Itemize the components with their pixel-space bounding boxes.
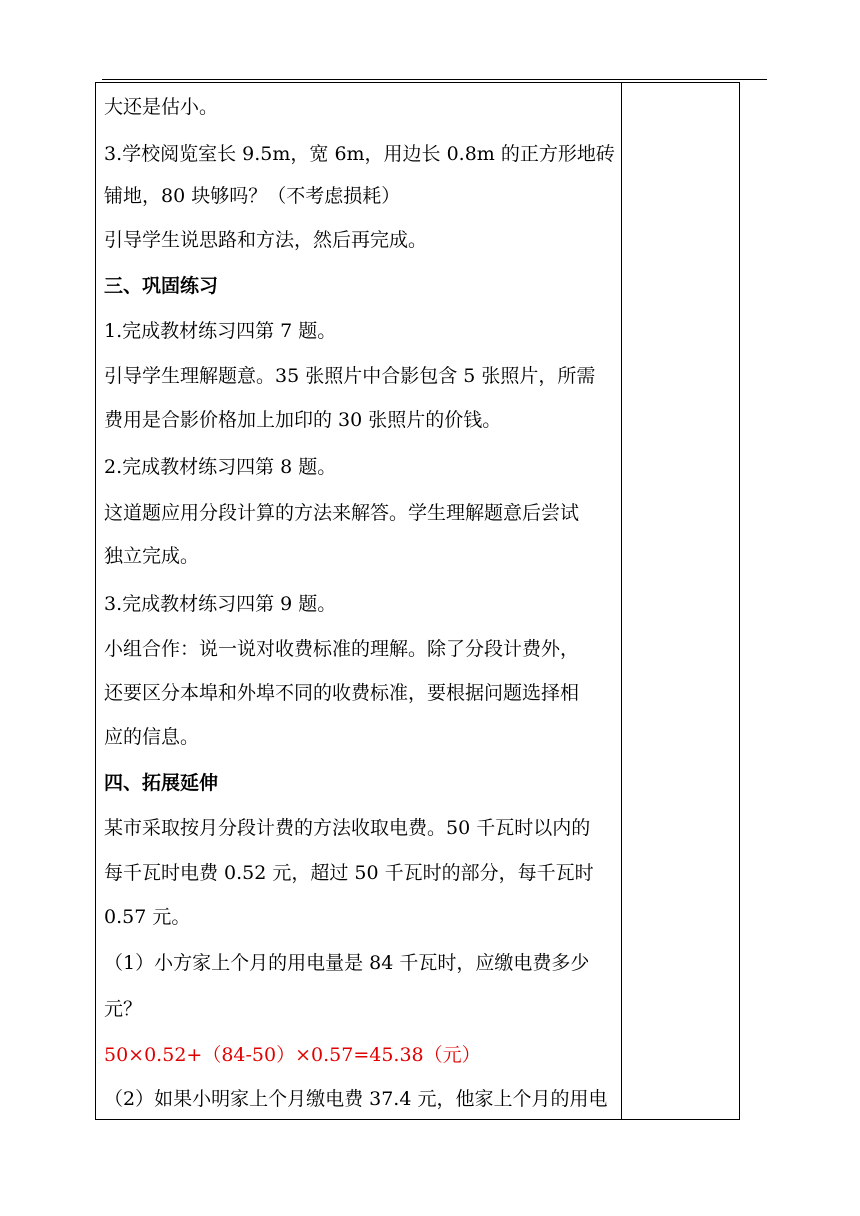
text-line: 费用是合影价格加上加印的 30 张照片的价钱。 [104,409,502,431]
text-line: 2.完成教材练习四第 8 题。 [104,456,337,478]
text-line: 小组合作：说一说对收费标准的理解。除了分段计费外， [104,638,580,660]
text-line: 某市采取按月分段计费的方法收取电费。50 千瓦时以内的 [104,817,591,839]
text-line: 0.57 元。 [104,906,191,928]
text-line: 大还是估小。 [104,96,219,118]
answer-formula: 50×0.52+（84-50）×0.57=45.38（元） [104,1044,481,1066]
text-line: 元？ [104,998,143,1020]
text-line: 3.完成教材练习四第 9 题。 [104,593,337,615]
text-line: （1）小方家上个月的用电量是 84 千瓦时，应缴电费多少 [104,952,590,974]
text-line: （2）如果小明家上个月缴电费 37.4 元，他家上个月的用电 [104,1088,608,1110]
section-heading-consolidation: 三、巩固练习 [104,275,219,297]
text-line: 3.学校阅览室长 9.5m，宽 6m，用边长 0.8m 的正方形地砖 [104,143,615,165]
text-line: 铺地，80 块够吗？（不考虑损耗） [104,185,401,207]
text-line: 这道题应用分段计算的方法来解答。学生理解题意后尝试 [104,502,580,524]
text-line: 应的信息。 [104,726,200,748]
lesson-table [95,82,740,1120]
section-heading-extension: 四、拓展延伸 [104,772,219,794]
text-line: 1.完成教材练习四第 7 题。 [104,320,337,342]
column-divider [621,83,622,1119]
text-line: 每千瓦时电费 0.52 元，超过 50 千瓦时的部分，每千瓦时 [104,862,594,884]
header-rule [102,79,767,80]
text-line: 独立完成。 [104,545,200,567]
text-line: 还要区分本埠和外埠不同的收费标准，要根据问题选择相 [104,682,580,704]
text-line: 引导学生说思路和方法，然后再完成。 [104,229,428,251]
text-line: 引导学生理解题意。35 张照片中合影包含 5 张照片，所需 [104,365,596,387]
